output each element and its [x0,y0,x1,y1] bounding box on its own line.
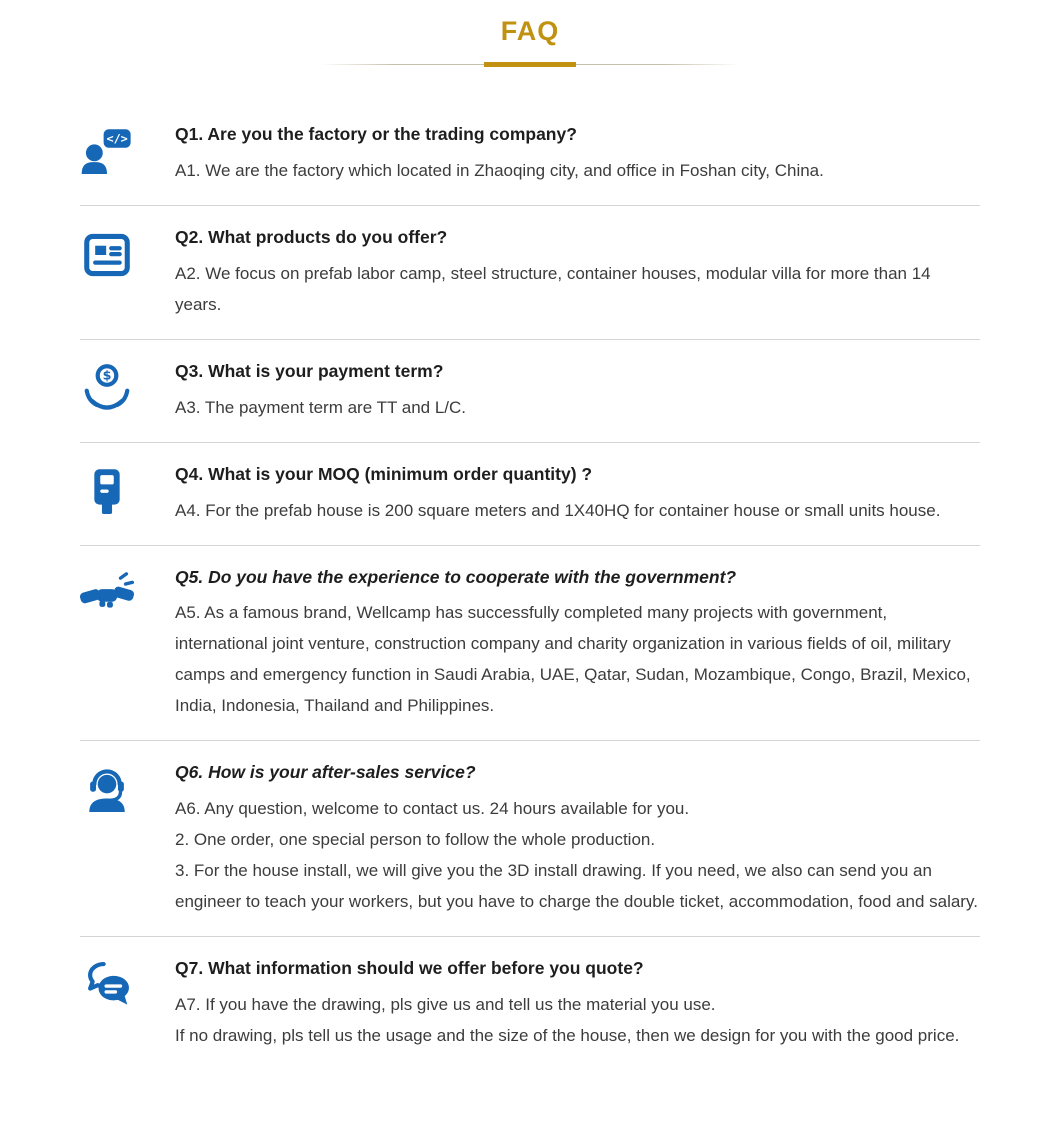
faq-answer-line: 3. For the house install, we will give you the 3D install drawing. If you need, we also can send you an engineer to teach your workers, but you have to charge the double ticket, accommodation, food and salary. [175,861,978,912]
moq-card-terminal-icon [80,464,175,526]
faq-item [80,103,980,206]
handshake-icon [80,567,175,722]
factory-person-code-icon [80,124,175,186]
faq-answer-line: If no drawing, pls tell us the usage and the size of the house, then we design for you with the good price. [175,1026,960,1046]
faq-item [80,340,980,443]
faq-item [80,546,980,742]
divider-gold-accent [484,62,576,67]
payment-hand-dollar-icon [80,361,175,423]
faq-list [0,103,1060,1070]
faq-question: Q1. Are you the factory or the trading company? [175,124,577,144]
faq-header [0,0,1060,67]
faq-answer-line: A2. We focus on prefab labor camp, steel structure, container houses, modular villa for more than 14 years. [175,263,931,314]
faq-question: Q7. What information should we offer before you quote? [175,958,644,979]
svg-text:</>: </> [106,131,128,146]
faq-answer-line: A6. Any question, welcome to contact us. 24 hours available for you. [175,799,690,819]
faq-answer-line: A4. For the prefab house is 200 square meters and 1X40HQ for container house or small units house. [175,500,941,520]
products-list-icon [80,227,175,320]
faq-item [80,937,980,1070]
faq-question: Q6. How is your after-sales service? [175,762,476,783]
faq-answer-line: A3. The payment term are TT and L/C. [175,397,467,417]
after-sales-support-icon [80,762,175,917]
svg-text:$: $ [102,367,112,383]
faq-answer-line: A7. If you have the drawing, pls give us and tell us the material you use. [175,995,716,1015]
faq-question: Q3. What is your payment term? [175,360,444,381]
page-title: FAQ [500,16,560,46]
faq-question: Q5. Do you have the experience to cooperate with the government? [175,566,737,587]
faq-answer-line: A1. We are the factory which located in Zhaoqing city, and office in Foshan city, China. [175,160,824,180]
faq-item [80,741,980,937]
faq-answer-line: A5. As a famous brand, Wellcamp has successfully completed many projects with government, international joint venture, construction company and charity organization in various fields of oil, military camps and emergency function in Saudi Arabia, UAE, Qatar, Sudan, Mozambique, Congo, Brazil, Mexico, India, Indonesia, Thailand and Philippines. [175,603,971,716]
faq-item [80,443,980,546]
faq-item [80,206,980,340]
faq-question: Q4. What is your MOQ (minimum order quantity) ? [175,463,593,484]
faq-answer-line: 2. One order, one special person to follow the whole production. [175,830,656,850]
quote-chat-icon [80,958,175,1051]
faq-question: Q2. What products do you offer? [175,226,448,247]
title-divider [320,62,740,67]
